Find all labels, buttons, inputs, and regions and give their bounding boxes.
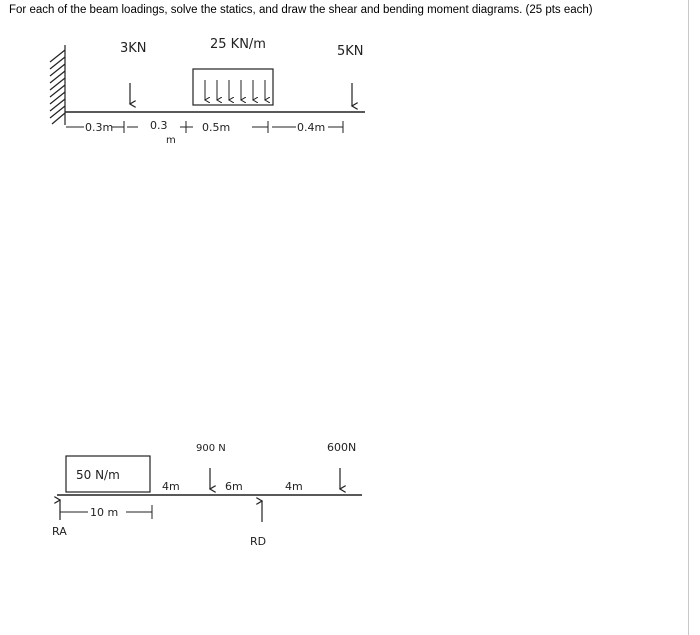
load-label-900n: 900 N [196, 443, 226, 454]
problem-1-diagram [50, 37, 365, 146]
reaction-label-ra: RA [52, 525, 67, 538]
span-label-4m-left: 4m [162, 480, 180, 493]
dimension-label-0-4m: 0.4m [297, 121, 326, 134]
load-label-25kn-per-m: 25 KN/m [210, 37, 266, 52]
reaction-label-rd: RD [250, 535, 267, 548]
problem-2-diagram [52, 441, 362, 548]
load-label-3kn: 3KN [120, 41, 147, 56]
load-label-50n-per-m: 50 N/m [76, 468, 120, 482]
dimension-label-0-5m: 0.5m [202, 121, 231, 134]
dimension-label-10m: 10 m [90, 506, 119, 519]
span-label-6m: 6m [225, 480, 243, 493]
distributed-load-arrows [205, 80, 265, 100]
dimension-label-unit-m: m [166, 135, 176, 146]
load-label-5kn: 5KN [337, 44, 364, 59]
span-label-4m-right: 4m [285, 480, 303, 493]
fixed-wall-support [50, 45, 65, 125]
dimension-label-0-3-b: 0.3 [150, 119, 168, 132]
assignment-title: For each of the beam loadings, solve the statics, and draw the shear and bending moment diagrams. (25 pts each) [9, 4, 593, 16]
load-label-600n: 600N [327, 441, 357, 454]
dimension-label-0-3m-a: 0.3m [85, 121, 114, 134]
